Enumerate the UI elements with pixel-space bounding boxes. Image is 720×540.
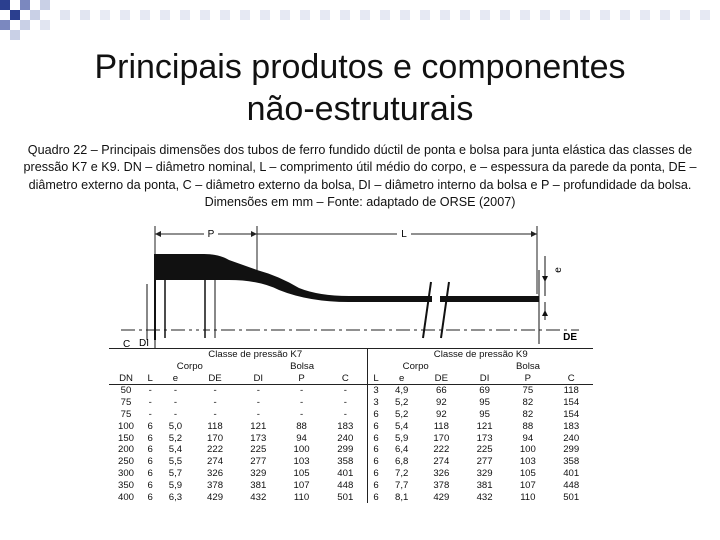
table-cell: - — [299, 385, 304, 397]
table-cell: 183 — [337, 420, 354, 432]
table-cell: 5,0 — [168, 420, 183, 432]
table-cell: 118 — [433, 420, 449, 432]
table-cell: - — [343, 408, 347, 420]
table-cell: 7,2 — [395, 467, 409, 479]
table-cell: 100 — [293, 444, 310, 456]
table-cell: 5,7 — [168, 467, 183, 479]
table-cell: 8,1 — [395, 491, 409, 503]
label-de: DE — [563, 332, 577, 343]
table-cell: 6 — [147, 479, 153, 491]
table-cell: 277 — [250, 456, 267, 468]
table-cell: 105 — [293, 467, 310, 479]
table-cell: 173 — [476, 432, 493, 444]
table-cell: 6 — [147, 420, 153, 432]
header-class-k7: Classe de pressão K7 — [143, 349, 368, 361]
table-cell: 381 — [250, 479, 267, 491]
pipe-drawing — [109, 220, 593, 348]
table-cell: 154 — [563, 397, 580, 409]
table-cell: 5,5 — [168, 456, 183, 468]
table-cell: 358 — [337, 456, 354, 468]
table-cell: 154 — [563, 408, 580, 420]
table-cell: 299 — [563, 444, 580, 456]
table-cell: 107 — [519, 479, 536, 491]
table-cell: 6 — [368, 492, 384, 504]
header-col: C — [323, 373, 368, 385]
label-c: C — [123, 339, 131, 348]
table-cell: 277 — [476, 456, 493, 468]
table-cell: - — [343, 397, 347, 409]
table-row — [109, 456, 593, 468]
table-cell: 5,2 — [395, 408, 409, 420]
table-cell: 75 — [120, 397, 132, 409]
table-cell: 5,9 — [395, 432, 409, 444]
table-cell: 6 — [147, 491, 153, 503]
table-cell: 170 — [433, 432, 450, 444]
table-cell: 6 — [147, 444, 153, 456]
table-cell: 329 — [476, 467, 493, 479]
table-cell: 200 — [117, 444, 134, 456]
table-row — [109, 480, 593, 492]
table-cell: 6 — [368, 480, 384, 492]
header-col: e — [157, 373, 193, 385]
label-di: DI — [139, 338, 149, 348]
table-cell: - — [173, 397, 178, 409]
table-cell: 6,4 — [395, 444, 409, 456]
table-row — [109, 385, 593, 397]
table-cell: 274 — [433, 456, 450, 468]
header-col: e — [384, 373, 420, 385]
table-cell: 6 — [368, 444, 384, 456]
table-cell: - — [343, 385, 347, 397]
table-cell: - — [256, 408, 260, 420]
header-col: DE — [193, 373, 236, 385]
table-cell: 95 — [479, 408, 490, 420]
table-cell: 6 — [368, 433, 384, 445]
table-column-headers — [109, 373, 593, 385]
header-class-k9: Classe de pressão K9 — [368, 349, 593, 361]
header-k9-corpo: Corpo — [368, 361, 463, 373]
slide-title — [0, 46, 720, 130]
table-cell: 429 — [433, 491, 450, 503]
table-cell: 6 — [147, 432, 153, 444]
pipe-figure — [109, 220, 593, 516]
table-cell: - — [299, 397, 304, 409]
figure-caption: Quadro 22 – Principais dimensões dos tubos de ferro fundido dúctil de ponta e bolsa para junta elástica das classes de pressão K7 e K9. DN – diâmetro nominal, L – comprimento útil médio do corpo, e – espessura da parede da ponta, DE – diâmetro externo da ponta, C – diâmetro externo da bolsa, DI – diâmetro interno da bolsa e P – profundidade da bolsa. Dimensões em mm – Fonte: adaptado de ORSE (2007) — [23, 143, 697, 210]
header-col: P — [506, 373, 549, 385]
table-cell: 432 — [476, 491, 493, 503]
table-cell: 118 — [563, 385, 579, 397]
table-cell: 222 — [433, 444, 450, 456]
table-cell: 105 — [519, 467, 536, 479]
table-cell: 5,4 — [395, 420, 409, 432]
header-col: P — [280, 373, 323, 385]
table-cell: 6 — [368, 456, 384, 468]
dimensions-table — [109, 348, 593, 503]
table-cell: 6 — [368, 409, 384, 421]
table-cell: - — [299, 408, 304, 420]
table-cell: 429 — [207, 491, 224, 503]
table-cell: 378 — [207, 479, 224, 491]
table-cell: 400 — [117, 491, 134, 503]
table-cell: 240 — [563, 432, 580, 444]
table-cell: - — [213, 397, 217, 409]
table-cell: 222 — [207, 444, 224, 456]
table-cell: 88 — [522, 420, 534, 432]
table-cell: 121 — [476, 420, 493, 432]
header-dn: DN — [109, 373, 143, 385]
header-col: DE — [420, 373, 463, 385]
table-cell: 225 — [250, 444, 267, 456]
table-cell: 103 — [293, 456, 310, 468]
table-cell: 183 — [563, 420, 580, 432]
table-cell: 225 — [476, 444, 493, 456]
table-cell: 50 — [120, 385, 132, 397]
table-cell: 299 — [337, 444, 354, 456]
table-cell: 7,7 — [395, 479, 409, 491]
header-col: C — [549, 373, 593, 385]
table-cell: - — [256, 397, 260, 409]
table-cell: 95 — [479, 397, 490, 409]
table-cell: 326 — [433, 467, 450, 479]
table-cell: 501 — [337, 491, 354, 503]
table-cell: 100 — [519, 444, 536, 456]
table-cell: 94 — [296, 432, 307, 444]
table-cell: 6 — [147, 456, 153, 468]
table-row — [109, 421, 593, 433]
table-cell: 92 — [436, 408, 447, 420]
label-p: P — [207, 229, 215, 240]
table-cell: 88 — [296, 420, 307, 432]
table-cell: 350 — [117, 479, 134, 491]
table-cell: - — [213, 408, 217, 420]
table-cell: 501 — [563, 491, 580, 503]
table-cell: 432 — [250, 491, 267, 503]
table-cell: 6 — [368, 421, 384, 433]
table-cell: - — [173, 385, 178, 397]
table-cell: 69 — [479, 385, 490, 397]
table-cell: 94 — [522, 432, 534, 444]
table-cell: 300 — [117, 467, 134, 479]
table-cell: - — [148, 408, 152, 420]
table-cell: 82 — [522, 397, 534, 409]
table-cell: 121 — [250, 420, 267, 432]
table-cell: 381 — [476, 479, 493, 491]
table-cell: 250 — [117, 456, 134, 468]
table-row — [109, 444, 593, 456]
slide-title-line-2: não-estruturais — [246, 90, 474, 128]
table-cell: 3 — [368, 385, 384, 397]
header-col: DI — [237, 373, 280, 385]
header-k7-bolsa: Bolsa — [290, 360, 315, 372]
table-cell: 110 — [520, 491, 536, 503]
table-cell: - — [148, 385, 152, 397]
table-cell: 66 — [436, 385, 447, 397]
table-cell: 6,3 — [168, 491, 183, 503]
table-cell: 103 — [519, 456, 536, 468]
table-cell: 378 — [433, 479, 450, 491]
table-cell: 401 — [337, 467, 354, 479]
table-cell: 3 — [368, 397, 384, 409]
table-cell: 92 — [436, 397, 447, 409]
table-cell: 110 — [293, 491, 310, 503]
slide-title-line-1: Principais produtos e componentes — [94, 48, 626, 86]
table-cell: 5,2 — [395, 397, 409, 409]
label-e: e — [553, 267, 564, 273]
header-k7-corpo: Corpo — [176, 360, 203, 372]
table-row — [109, 433, 593, 445]
table-cell: 448 — [563, 479, 580, 491]
table-cell: 448 — [337, 479, 354, 491]
header-col: L — [368, 373, 384, 385]
table-cell: - — [256, 385, 260, 397]
header-col: L — [143, 373, 157, 385]
table-cell: 107 — [293, 479, 310, 491]
header-col: DI — [463, 373, 506, 385]
table-row — [109, 492, 593, 504]
table-cell: 6,8 — [395, 456, 409, 468]
table-cell: - — [173, 408, 178, 420]
table-cell: - — [213, 385, 217, 397]
table-cell: 4,9 — [395, 385, 409, 397]
label-l: L — [401, 229, 407, 240]
table-cell: - — [148, 397, 152, 409]
table-cell: 100 — [117, 420, 134, 432]
table-cell: 5,2 — [168, 432, 183, 444]
slide-decoration — [0, 0, 720, 40]
table-row — [109, 468, 593, 480]
table-cell: 401 — [563, 467, 580, 479]
table-cell: 329 — [250, 467, 267, 479]
table-cell: 5,9 — [168, 479, 183, 491]
table-row — [109, 397, 593, 409]
table-cell: 150 — [117, 432, 134, 444]
table-cell: 173 — [250, 432, 267, 444]
table-cell: 6 — [147, 467, 153, 479]
table-cell: 240 — [337, 432, 354, 444]
table-cell: 75 — [120, 408, 132, 420]
table-cell: 170 — [207, 432, 224, 444]
table-cell: 274 — [207, 456, 224, 468]
table-row — [109, 409, 593, 421]
table-cell: 75 — [522, 385, 534, 397]
table-cell: 358 — [563, 456, 580, 468]
table-cell: 6 — [368, 468, 384, 480]
header-k9-bolsa: Bolsa — [515, 360, 540, 372]
table-cell: 5,4 — [168, 444, 183, 456]
table-cell: 326 — [207, 467, 224, 479]
table-cell: 82 — [522, 408, 534, 420]
table-cell: 118 — [207, 420, 223, 432]
